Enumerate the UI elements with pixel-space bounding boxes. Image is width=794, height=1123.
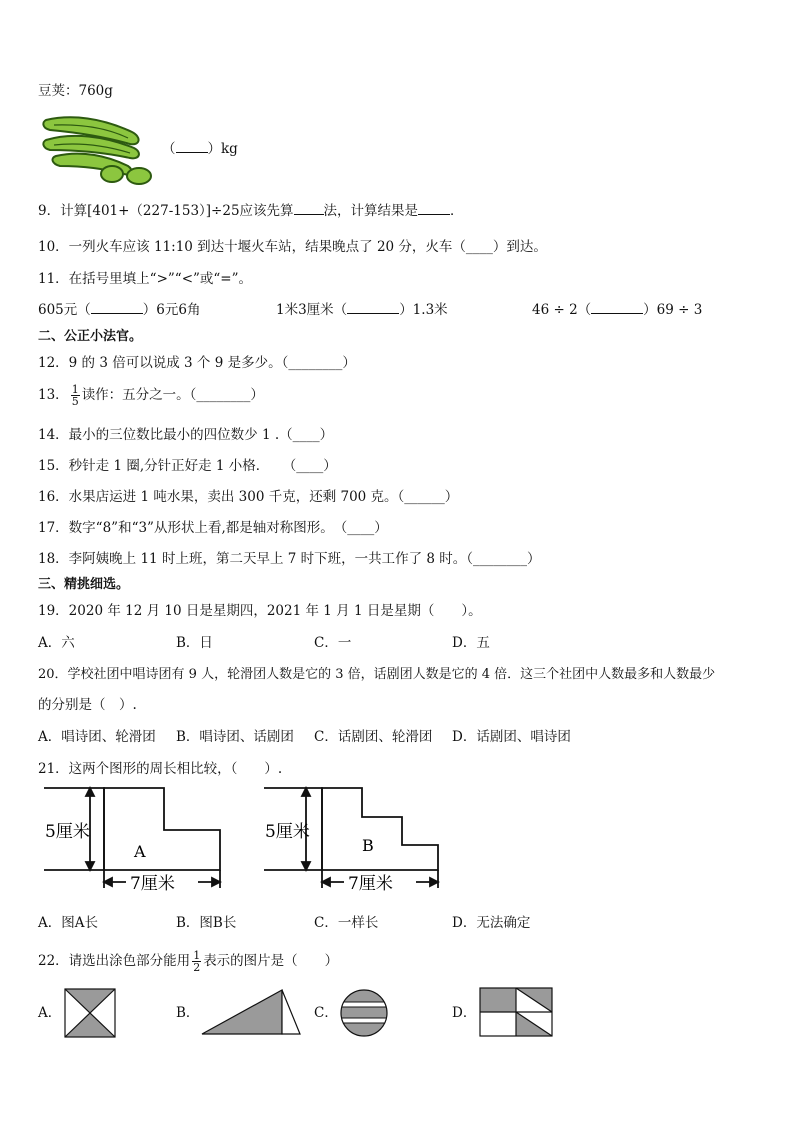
q21-option-d[interactable]: D．无法确定 (452, 915, 531, 931)
q13-suffix: 读作：五分之一。（________） (81, 387, 264, 403)
question-20-line-1: 20．学校社团中唱诗团有 9 人，轮滑团人数是它的 3 倍，话剧团人数是它的 4 倍．这三个社团中人数最多和人数最少 (38, 667, 716, 682)
q19-option-b[interactable]: B．日 (176, 635, 213, 651)
q21-b-width-label: 7厘米 (348, 874, 393, 894)
q13-numerator: 1 (71, 383, 79, 396)
q19-option-d[interactable]: D．五 (452, 635, 490, 651)
q21-figure-a (42, 785, 232, 895)
q22-option-b-label[interactable]: B． (176, 1005, 200, 1021)
question-18: 18．李阿姨晚上 11 时上班，第二天早上 7 时下班，一共工作了 8 时。（________） (38, 551, 541, 567)
question-12: 12．9 的 3 倍可以说成 3 个 9 是多少。（________） (38, 355, 356, 371)
intro-blank[interactable] (176, 140, 208, 153)
intro-unit: kg (221, 141, 238, 157)
q22-prefix: 22．请选出涂色部分能用 (38, 953, 191, 969)
q21-option-c[interactable]: C．一样长 (314, 915, 379, 931)
q9-blank-2[interactable] (418, 202, 450, 215)
q22-numerator: 1 (193, 949, 201, 962)
intro-answer: （ ）kg (162, 141, 238, 157)
q9-blank-1[interactable] (294, 202, 324, 215)
intro-label: 豆荚：760g (38, 83, 113, 99)
q22-denominator: 2 (193, 961, 201, 974)
q21-option-a[interactable]: A．图A长 (38, 915, 98, 931)
q20-option-a[interactable]: A．唱诗团、轮滑团 (38, 729, 156, 745)
q11-item-1-left: 605元（ (38, 302, 91, 318)
section-2-title: 二、公正小法官。 (38, 329, 143, 344)
q21-b-height-label: 5厘米 (265, 822, 310, 842)
q22-option-d-figure[interactable] (478, 986, 556, 1038)
q22-option-a-label[interactable]: A． (38, 1005, 62, 1021)
question-17: 17．数字“8”和“3”从形状上看,都是轴对称图形。 （____） (38, 520, 388, 536)
q11-item-2 (276, 301, 448, 319)
question-21: 21．这两个图形的周长相比较，（ ）. (38, 761, 283, 777)
question-14: 14．最小的三位数比最小的四位数少 1 .（____） (38, 427, 334, 443)
q9-text-after: ． (450, 203, 464, 219)
question-10: 10．一列火车应该 11:10 到达十堰火车站，结果晚点了 20 分，火车（____）到达。 (38, 239, 547, 255)
q21-a-shape-label: A (134, 842, 146, 861)
q11-blank-1[interactable] (91, 301, 143, 314)
question-20-line-2: 的分别是（ ）. (38, 697, 137, 713)
question-11-stem: 11．在括号里填上“>”“<”或“=”。 (38, 271, 253, 287)
question-16: 16．水果店运进 1 吨水果，卖出 300 千克，还剩 700 克。（______） (38, 489, 459, 505)
q21-a-height-label: 5厘米 (45, 822, 90, 842)
q22-fraction (192, 950, 201, 973)
q20-option-b[interactable]: B．唱诗团、话剧团 (176, 729, 294, 745)
q11-item-3-right: ）69 ÷ 3 (643, 302, 703, 318)
section-3-title: 三、精挑细选。 (38, 577, 130, 592)
q22-option-b-figure[interactable] (200, 988, 302, 1036)
q21-b-shape-label: B (362, 836, 374, 855)
q13-fraction (71, 384, 80, 407)
q20-option-c[interactable]: C．话剧团、轮滑团 (314, 729, 433, 745)
q11-item-1-right: ）6元6角 (142, 302, 201, 318)
q11-item-3-left: 46 ÷ 2（ (532, 302, 592, 318)
q11-item-2-left: 1米3厘米（ (276, 302, 348, 318)
q13-denominator: 5 (71, 395, 79, 408)
question-19: 19．2020 年 12 月 10 日是星期四，2021 年 1 月 1 日是星期（ ）。 (38, 603, 482, 619)
q21-figure-b (262, 785, 452, 895)
q13-prefix: 13． (38, 387, 69, 403)
q20-option-d[interactable]: D．话剧团、唱诗团 (452, 729, 571, 745)
q19-option-c[interactable]: C．一 (314, 635, 352, 651)
question-9 (38, 202, 464, 220)
q11-item-1 (38, 301, 200, 319)
q22-option-d-label[interactable]: D． (452, 1005, 477, 1021)
question-13 (38, 384, 264, 407)
q21-option-b[interactable]: B．图B长 (176, 915, 237, 931)
question-15: 15．秒针走 1 圈,分针正好走 1 小格． （____） (38, 458, 337, 474)
q11-blank-3[interactable] (591, 301, 643, 314)
q11-item-2-right: ）1.3米 (399, 302, 448, 318)
pea-pod-image (42, 112, 157, 190)
q9-text-middle: 法，计算结果是 (323, 203, 419, 219)
q22-suffix: 表示的图片是（ ） (203, 953, 339, 969)
q22-option-c-label[interactable]: C． (314, 1005, 338, 1021)
q22-option-c-figure[interactable] (338, 988, 390, 1038)
question-22 (38, 950, 338, 973)
q21-a-width-label: 7厘米 (130, 874, 175, 894)
q11-item-3 (532, 301, 702, 319)
q9-text-before: 9．计算[401+（227-153）]÷25应该先算 (38, 203, 294, 219)
q19-option-a[interactable]: A．六 (38, 635, 75, 651)
q11-blank-2[interactable] (347, 301, 399, 314)
q22-option-a-figure[interactable] (64, 988, 116, 1038)
